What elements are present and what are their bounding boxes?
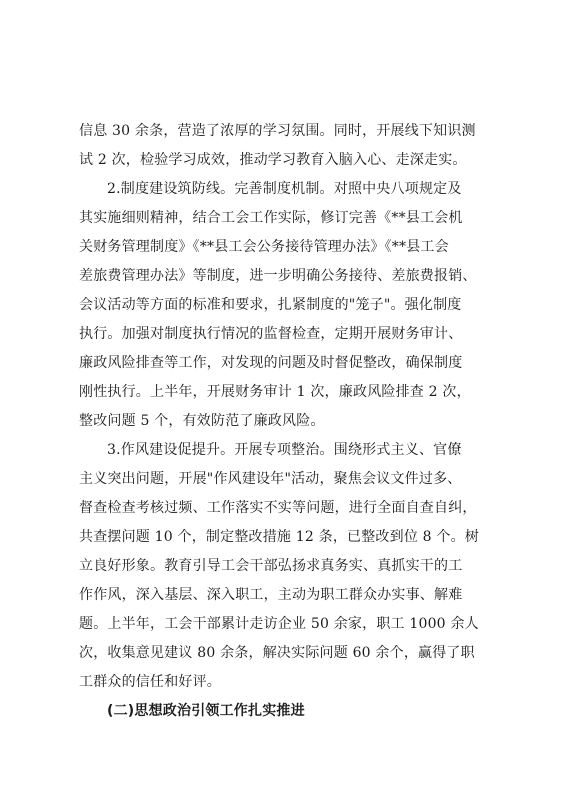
paragraph-line: 共查摆问题 10 个，制定整改措施 12 条，已整改到位 8 个。树 [79,529,480,545]
paragraph-line: 关财务管理制度》《**县工会公务接待管理办法》《**县工会 [79,239,449,255]
paragraph-line: 立良好形象。教育引导工会干部弘扬求真务实、真抓实干的工 [79,558,463,574]
paragraph-line: 刚性执行。上半年，开展财务审计 1 次，廉政风险排查 2 次， [79,384,471,400]
paragraph-line: 会议活动等方面的标准和要求，扎紧制度的"笼子"。强化制度 [79,297,462,313]
paragraph-line: 次，收集意见建议 80 余条，解决实际问题 60 余个，赢得了职 [79,645,475,661]
paragraph-line: 执行。加强对制度执行情况的监督检查，定期开展财务审计、 [79,326,463,342]
paragraph-line: 工群众的信任和好评。 [79,674,221,690]
paragraph-line: 督查检查考核过频、工作落实不实等问题，进行全面自查自纠， [79,500,477,516]
paragraph-line: 信息 30 余条，营造了浓厚的学习氛围。同时，开展线下知识测 [79,123,476,139]
paragraph-line: 2.制度建设筑防线。完善制度机制。对照中央八项规定及 [107,181,462,197]
paragraph-line: 试 2 次，检验学习成效，推动学习教育入脑入心、走深走实。 [79,152,467,168]
paragraph-line: 题。上半年，工会干部累计走访企业 50 余家，职工 1000 余人 [79,616,479,632]
paragraph-line: 其实施细则精神，结合工会工作实际，修订完善《**县工会机 [79,210,463,226]
paragraph-line: 差旅费管理办法》等制度，进一步明确公务接待、差旅费报销、 [79,268,477,284]
section-heading: (二)思想政治引领工作扎实推进 [107,703,305,719]
paragraph-line: 廉政风险排查等工作，对发现的问题及时督促整改，确保制度 [79,355,463,371]
paragraph-line: 整改问题 5 个，有效防范了廉政风险。 [79,413,325,429]
paragraph-line: 作作风，深入基层、深入职工，主动为职工群众办实事、解难 [79,587,463,603]
paragraph-line: 3.作风建设促提升。开展专项整治。围绕形式主义、官僚 [107,442,462,458]
paragraph-line: 主义突出问题，开展"作风建设年"活动，聚焦会议文件过多、 [79,471,462,487]
